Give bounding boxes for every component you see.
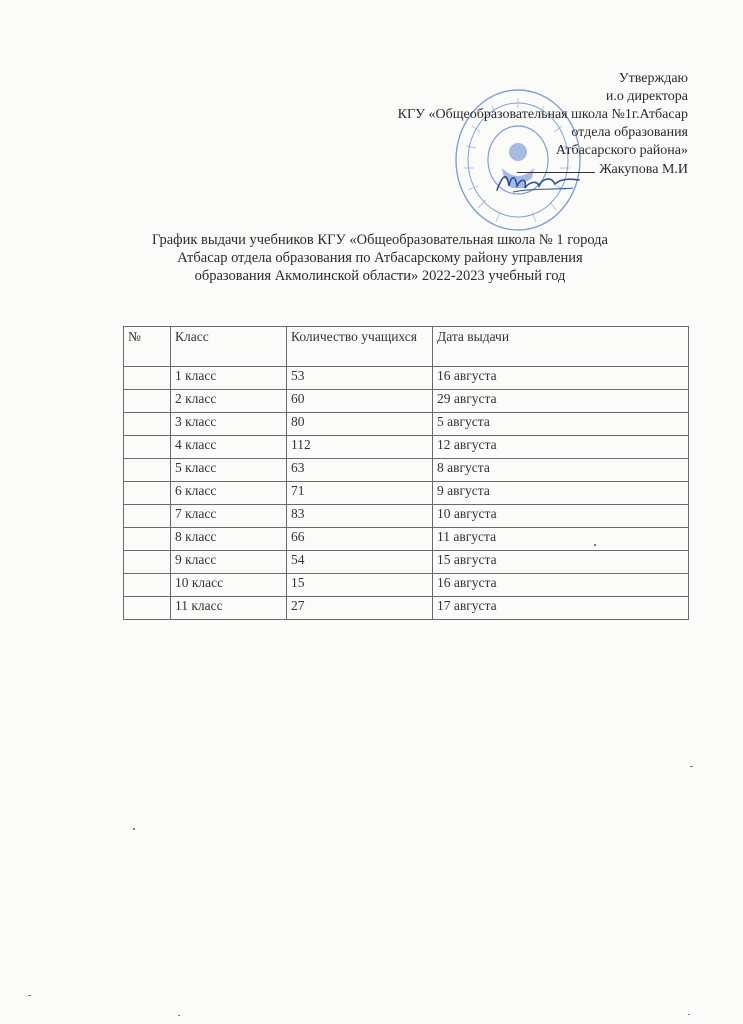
cell-class: 5 класс [171,459,287,482]
approval-line: и.о директора [605,89,688,104]
approval-line: Атбасарского района» [555,143,688,158]
scan-speck [178,1015,180,1016]
approval-line: КГУ «Общеобразовательная школа №1г.Атбасар [397,107,688,122]
table-row [124,436,689,459]
approval-block [398,70,688,179]
cell-count: 54 [287,551,433,574]
table-row [124,551,689,574]
table-row [124,482,689,505]
schedule-table [123,326,689,620]
cell-class: 2 класс [171,390,287,413]
header-student-count: Количество учащихся [287,327,433,367]
cell-count: 80 [287,413,433,436]
cell-class: 3 класс [171,413,287,436]
header-issue-date: Дата выдачи [433,327,689,367]
cell-number [124,574,171,597]
scan-speck [690,766,693,767]
table-row [124,413,689,436]
cell-class: 8 класс [171,528,287,551]
cell-count: 60 [287,390,433,413]
cell-count: 112 [287,436,433,459]
table-row [124,459,689,482]
cell-date: 29 августа [433,390,689,413]
cell-number [124,551,171,574]
cell-class: 11 класс [171,597,287,620]
cell-class: 10 класс [171,574,287,597]
approval-line: Утверждаю [618,71,688,86]
cell-count: 83 [287,505,433,528]
cell-date: 16 августа [433,574,689,597]
cell-date: 8 августа [433,459,689,482]
cell-date: 12 августа [433,436,689,459]
cell-count: 15 [287,574,433,597]
cell-number [124,505,171,528]
signature-icon [493,168,583,198]
cell-number [124,390,171,413]
cell-date: 16 августа [433,367,689,390]
cell-number [124,413,171,436]
approval-line: отдела образования [571,125,688,140]
cell-number [124,528,171,551]
cell-class: 6 класс [171,482,287,505]
cell-date: 5 августа [433,413,689,436]
table-row [124,574,689,597]
cell-date: 10 августа [433,505,689,528]
cell-count: 63 [287,459,433,482]
approver-name: Жакупова М.И [599,162,688,177]
cell-class: 1 класс [171,367,287,390]
scan-speck [688,1014,690,1015]
table-row [124,390,689,413]
document-title [100,231,660,285]
table-row [124,597,689,620]
cell-date: 17 августа [433,597,689,620]
title-line: График выдачи учебников КГУ «Общеобразовательная школа № 1 города [152,232,608,248]
title-line: образования Акмолинской области» 2022-2023 учебный год [194,268,566,284]
cell-number [124,597,171,620]
table-row [124,367,689,390]
table-row [124,528,689,551]
cell-count: 53 [287,367,433,390]
scan-speck [594,544,596,546]
scan-speck [28,995,31,996]
scan-speck [133,828,135,830]
cell-class: 7 класс [171,505,287,528]
cell-date: 11 августа [433,528,689,551]
cell-class: 4 класс [171,436,287,459]
cell-class: 9 класс [171,551,287,574]
cell-number [124,436,171,459]
title-line: Атбасар отдела образования по Атбасарскому району управления [177,250,583,266]
cell-number [124,482,171,505]
header-number: № [124,327,171,367]
cell-count: 27 [287,597,433,620]
header-class: Класс [171,327,287,367]
cell-number [124,459,171,482]
cell-count: 71 [287,482,433,505]
table-row [124,505,689,528]
cell-count: 66 [287,528,433,551]
cell-number [124,367,171,390]
cell-date: 9 августа [433,482,689,505]
table-header-row [124,327,689,367]
cell-date: 15 августа [433,551,689,574]
